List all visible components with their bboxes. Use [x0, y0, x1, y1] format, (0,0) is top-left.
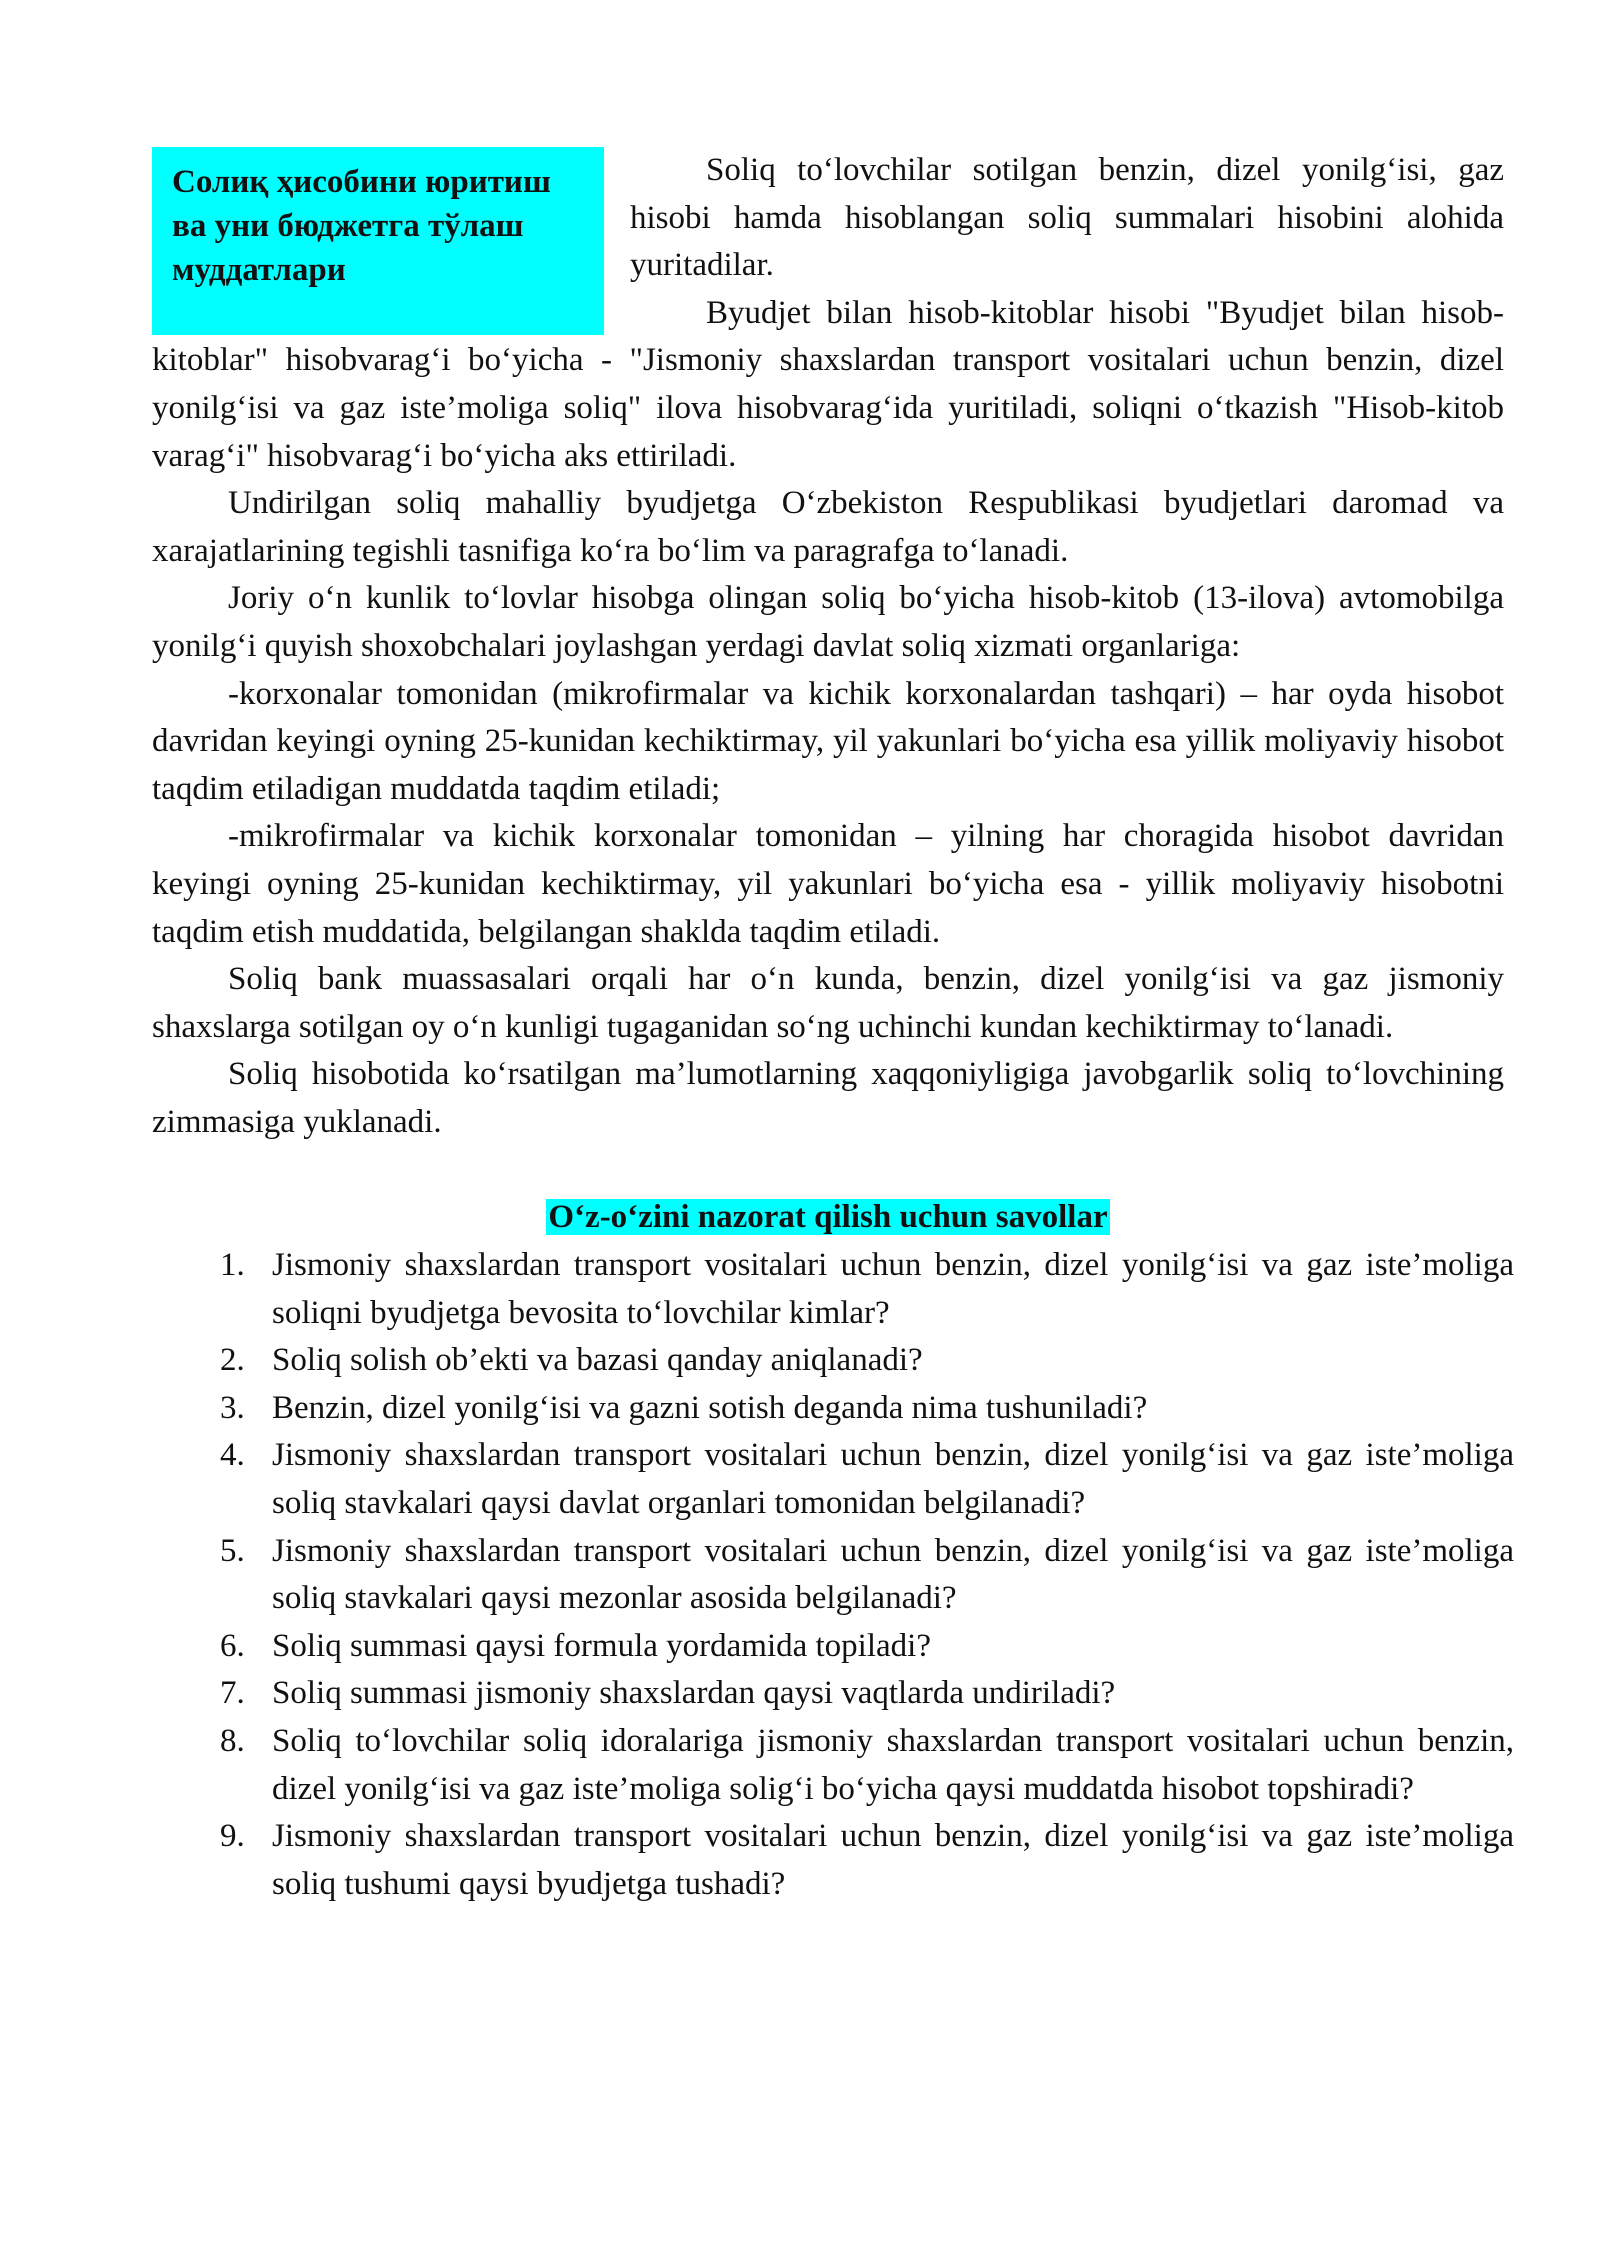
paragraph: -korxonalar tomonidan (mikrofirmalar va kichik korxonalardan tashqari) – har oyda hisobot davridan keyingi oyning 25-kunidan kechiktirmay, yil yakunlari bo‘yicha esa yillik moliyaviy hisobot taqdim etiladigan muddatda taqdim etiladi;	[152, 675, 1504, 807]
question-text: Soliq to‘lovchilar soliq idoralariga jismoniy shaxslardan transport vositalari uchun benzin, dizel yonilg‘isi va gaz iste’moliga solig‘i bo‘yicha qaysi muddatda hisobot topshiradi?	[272, 1723, 1514, 1807]
question-text: Soliq summasi qaysi formula yordamida topiladi?	[272, 1627, 931, 1664]
document-page	[152, 147, 1514, 1908]
question-item	[222, 1670, 1514, 1718]
question-number: 3.	[220, 1389, 245, 1426]
question-number: 9.	[220, 1818, 245, 1855]
question-item	[222, 1385, 1514, 1433]
question-item	[222, 1623, 1514, 1671]
question-number: 7.	[220, 1675, 245, 1712]
questions-heading	[152, 1194, 1504, 1242]
question-number: 6.	[220, 1627, 245, 1664]
section-title-box	[152, 147, 604, 335]
question-item	[222, 1528, 1514, 1623]
question-number: 8.	[220, 1723, 245, 1759]
paragraph: Soliq to‘lovchilar sotilgan benzin, dizel yonilg‘isi, gaz hisobi hamda hisoblangan soliq summalari hisobini alohida yuritadilar.	[630, 152, 1504, 284]
question-item	[222, 1242, 1514, 1337]
question-item	[222, 1337, 1514, 1385]
question-item	[222, 1718, 1514, 1813]
paragraph: -mikrofirmalar va kichik korxonalar tomonidan – yilning har choragida hisobot davridan keyingi oyning 25-kunidan kechiktirmay, yil yakunlari bo‘yicha esa - yillik moliyaviy hisobotni taqdim etish muddatida, belgilangan shaklda taqdim etiladi.	[152, 818, 1504, 950]
question-text: Jismoniy shaxslardan transport vositalari uchun benzin, dizel yonilg‘isi va gaz iste’moliga soliq stavkalari qaysi davlat organlari tomonidan belgilanadi?	[272, 1437, 1514, 1522]
question-item	[222, 1432, 1514, 1527]
question-number: 5.	[220, 1532, 245, 1569]
paragraph: Soliq bank muassasalari orqali har o‘n kunda, benzin, dizel yonilg‘isi va gaz jismoniy shaxslarga sotilgan oy o‘n kunligi tugaganidan so‘ng uchinchi kundan kechiktirmay to‘lanadi.	[152, 961, 1504, 1045]
question-text: Soliq summasi jismoniy shaxslardan qaysi vaqtlarda undiriladi?	[272, 1675, 1116, 1712]
paragraph: Undirilgan soliq mahalliy byudjetga O‘zbekiston Respublikasi byudjetlari daromad va xarajatlarining tegishli tasnifiga ko‘ra bo‘lim va paragrafga to‘lanadi.	[152, 485, 1504, 569]
question-text: Jismoniy shaxslardan transport vositalari uchun benzin, dizel yonilg‘isi va gaz iste’moliga soliq stavkalari qaysi mezonlar asosida belgilanadi?	[272, 1532, 1514, 1617]
section-title: Солиқ ҳисобини юритиш ва уни бюджетга тўлаш муддатлари	[172, 164, 551, 288]
question-number: 2.	[220, 1342, 245, 1379]
paragraph: Joriy o‘n kunlik to‘lovlar hisobga olingan soliq bo‘yicha hisob-kitob (13-ilova) avtomobilga yonilg‘i quyish shoxobchalari joylashgan yerdagi davlat soliq xizmati organlariga:	[152, 580, 1504, 664]
question-item	[222, 1813, 1514, 1908]
question-number: 1.	[220, 1247, 245, 1284]
questions-list	[152, 1242, 1514, 1908]
question-text: Soliq solish ob’ekti va bazasi qanday aniqlanadi?	[272, 1342, 923, 1379]
question-text: Jismoniy shaxslardan transport vositalari uchun benzin, dizel yonilg‘isi va gaz iste’moliga soliq tushumi qaysi byudjetga tushadi?	[272, 1818, 1514, 1902]
question-number: 4.	[220, 1437, 245, 1474]
paragraph: Byudjet bilan hisob-kitoblar hisobi "Byudjet bilan hisob-kitoblar" hisobvarag‘i bo‘yicha - "Jismoniy shaxslardan transport vositalari uchun benzin, dizel yonilg‘isi va gaz iste’moliga soliq" ilova hisobvarag‘ida yuritiladi, soliqni o‘tkazish "Hisob-kitob varag‘i" hisobvarag‘i bo‘yicha aks ettiriladi.	[152, 294, 1504, 474]
question-text: Jismoniy shaxslardan transport vositalari uchun benzin, dizel yonilg‘isi va gaz iste’moliga soliqni byudjetga bevosita to‘lovchilar kimlar?	[272, 1247, 1514, 1331]
question-text: Benzin, dizel yonilg‘isi va gazni sotish deganda nima tushuniladi?	[272, 1389, 1148, 1426]
questions-heading-text: O‘z-o‘zini nazorat qilish uchun savollar	[548, 1199, 1108, 1236]
paragraph: Soliq hisobotida ko‘rsatilgan ma’lumotlarning xaqqoniyligiga javobgarlik soliq to‘lovchining zimmasiga yuklanadi.	[152, 1056, 1504, 1140]
